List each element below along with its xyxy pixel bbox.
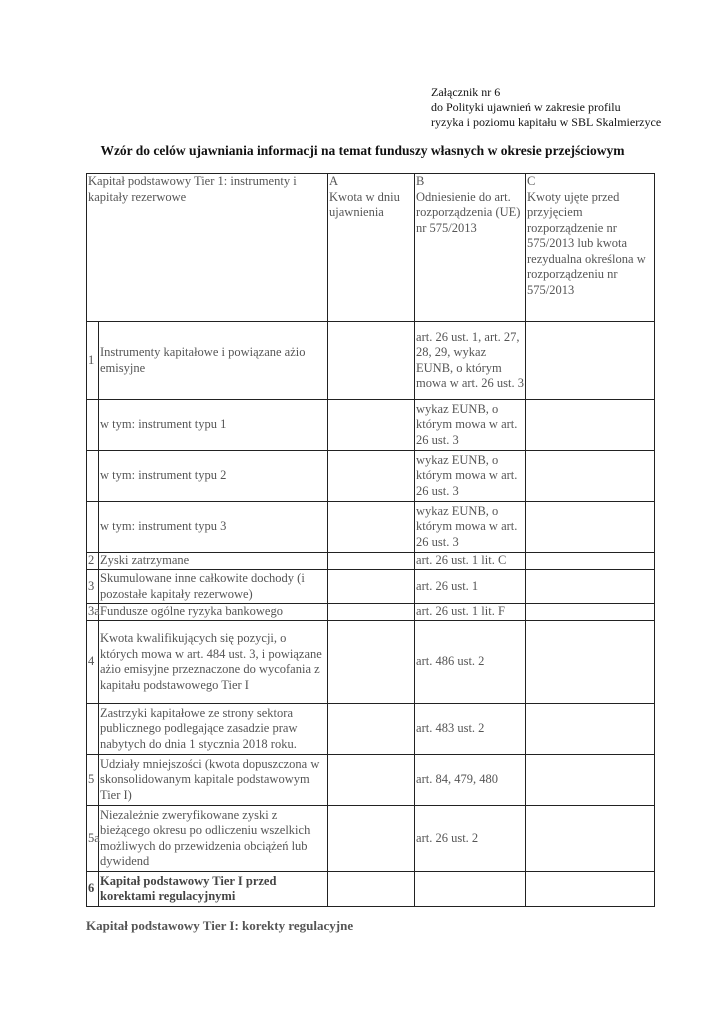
- row-label: w tym: instrument typu 1: [99, 400, 328, 451]
- row-reference: art. 26 ust. 1, art. 27, 28, 29, wykaz EUNB, o którym mowa w art. 26 ust. 3: [415, 322, 526, 400]
- header-col-c: [526, 174, 655, 322]
- row-label: Instrumenty kapitałowe i powiązane ażio emisyjne: [99, 322, 328, 400]
- annex-header: [431, 85, 711, 130]
- row-reference: art. 26 ust. 1 lit. F: [415, 604, 526, 621]
- row-transitional-amount: [526, 604, 655, 621]
- table-row: [87, 604, 655, 621]
- row-number: [87, 704, 99, 755]
- table-row: [87, 621, 655, 704]
- row-amount: [328, 400, 415, 451]
- table-header-row: [87, 174, 655, 322]
- row-number: 2: [87, 553, 99, 570]
- table-row: [87, 322, 655, 400]
- row-number: 5: [87, 755, 99, 806]
- row-transitional-amount: [526, 704, 655, 755]
- row-number: 6: [87, 872, 99, 907]
- row-label: Udziały mniejszości (kwota dopuszczona w skonsolidowanym kapitale podstawowym Tier I): [99, 755, 328, 806]
- row-amount: [328, 502, 415, 553]
- row-transitional-amount: [526, 755, 655, 806]
- header-col-a: [328, 174, 415, 322]
- row-label: Fundusze ogólne ryzyka bankowego: [99, 604, 328, 621]
- row-amount: [328, 451, 415, 502]
- row-transitional-amount: [526, 502, 655, 553]
- row-number: 3a: [87, 604, 99, 621]
- table-row: [87, 872, 655, 907]
- row-label: Skumulowane inne całkowite dochody (i pozostałe kapitały rezerwowe): [99, 570, 328, 604]
- row-reference: wykaz EUNB, o którym mowa w art. 26 ust. 3: [415, 451, 526, 502]
- table-row: [87, 400, 655, 451]
- row-amount: [328, 570, 415, 604]
- header-label: Kapitał podstawowy Tier 1: instrumenty i kapitały rezerwowe: [88, 174, 297, 204]
- table-row: [87, 570, 655, 604]
- row-reference: art. 483 ust. 2: [415, 704, 526, 755]
- header-col-b: [415, 174, 526, 322]
- own-funds-table: [86, 173, 655, 907]
- row-transitional-amount: [526, 553, 655, 570]
- table-row: [87, 755, 655, 806]
- header-label-cell: [87, 174, 328, 322]
- row-number: 5a: [87, 806, 99, 872]
- row-number: 1: [87, 322, 99, 400]
- row-number: 3: [87, 570, 99, 604]
- row-reference: art. 26 ust. 1: [415, 570, 526, 604]
- annex-header-line: do Polityki ujawnień w zakresie profilu: [431, 100, 621, 114]
- row-number: [87, 451, 99, 502]
- row-amount: [328, 755, 415, 806]
- col-c-text: Kwoty ujęte przed przyjęciem rozporządzenie nr 575/2013 lub kwota rezydualna określona w rozporządzeniu nr 575/2013: [527, 189, 646, 297]
- row-reference: art. 84, 479, 480: [415, 755, 526, 806]
- row-reference: art. 486 ust. 2: [415, 621, 526, 704]
- col-a-letter: A: [329, 174, 339, 188]
- row-number: [87, 502, 99, 553]
- row-transitional-amount: [526, 400, 655, 451]
- col-b-text: Odniesienie do art. rozporządzenia (UE) nr 575/2013: [416, 189, 521, 235]
- row-transitional-amount: [526, 451, 655, 502]
- row-label: Zyski zatrzymane: [99, 553, 328, 570]
- row-number: 4: [87, 621, 99, 704]
- col-a-text: Kwota w dniu ujawnienia: [329, 189, 400, 219]
- row-label: Niezależnie zweryfikowane zyski z bieżącego okresu po odliczeniu wszelkich możliwych do przewidzenia obciążeń lub dywidend: [99, 806, 328, 872]
- row-transitional-amount: [526, 322, 655, 400]
- col-c-letter: C: [527, 174, 536, 188]
- table-row: [87, 704, 655, 755]
- section-caption: Kapitał podstawowy Tier I: korekty regulacyjne: [86, 918, 354, 933]
- col-b-letter: B: [416, 174, 425, 188]
- table-row: [87, 451, 655, 502]
- table-row: [87, 806, 655, 872]
- annex-header-line: Załącznik nr 6: [431, 85, 501, 99]
- row-transitional-amount: [526, 872, 655, 907]
- table-row: [87, 553, 655, 570]
- row-transitional-amount: [526, 621, 655, 704]
- row-label: Kapitał podstawowy Tier I przed korektami regulacyjnymi: [99, 872, 328, 907]
- row-label: w tym: instrument typu 2: [99, 451, 328, 502]
- row-label: w tym: instrument typu 3: [99, 502, 328, 553]
- row-reference: [415, 872, 526, 907]
- annex-header-line: ryzyka i poziomu kapitału w SBL Skalmierzyce: [431, 115, 662, 129]
- row-transitional-amount: [526, 570, 655, 604]
- row-transitional-amount: [526, 806, 655, 872]
- row-number: [87, 400, 99, 451]
- row-amount: [328, 704, 415, 755]
- document-title: Wzór do celów ujawniania informacji na temat funduszy własnych w okresie przejściowym: [100, 143, 625, 158]
- row-amount: [328, 604, 415, 621]
- row-amount: [328, 553, 415, 570]
- row-amount: [328, 621, 415, 704]
- row-reference: art. 26 ust. 2: [415, 806, 526, 872]
- row-reference: wykaz EUNB, o którym mowa w art. 26 ust. 3: [415, 502, 526, 553]
- row-label: Zastrzyki kapitałowe ze strony sektora publicznego podlegające zasadzie praw nabytych do dnia 1 stycznia 2018 roku.: [99, 704, 328, 755]
- row-amount: [328, 322, 415, 400]
- row-reference: art. 26 ust. 1 lit. C: [415, 553, 526, 570]
- row-label: Kwota kwalifikujących się pozycji, o których mowa w art. 484 ust. 3, i powiązane ażio emisyjne przeznaczone do wycofania z kapitału podstawowego Tier I: [99, 621, 328, 704]
- table-row: [87, 502, 655, 553]
- row-reference: wykaz EUNB, o którym mowa w art. 26 ust. 3: [415, 400, 526, 451]
- row-amount: [328, 806, 415, 872]
- row-amount: [328, 872, 415, 907]
